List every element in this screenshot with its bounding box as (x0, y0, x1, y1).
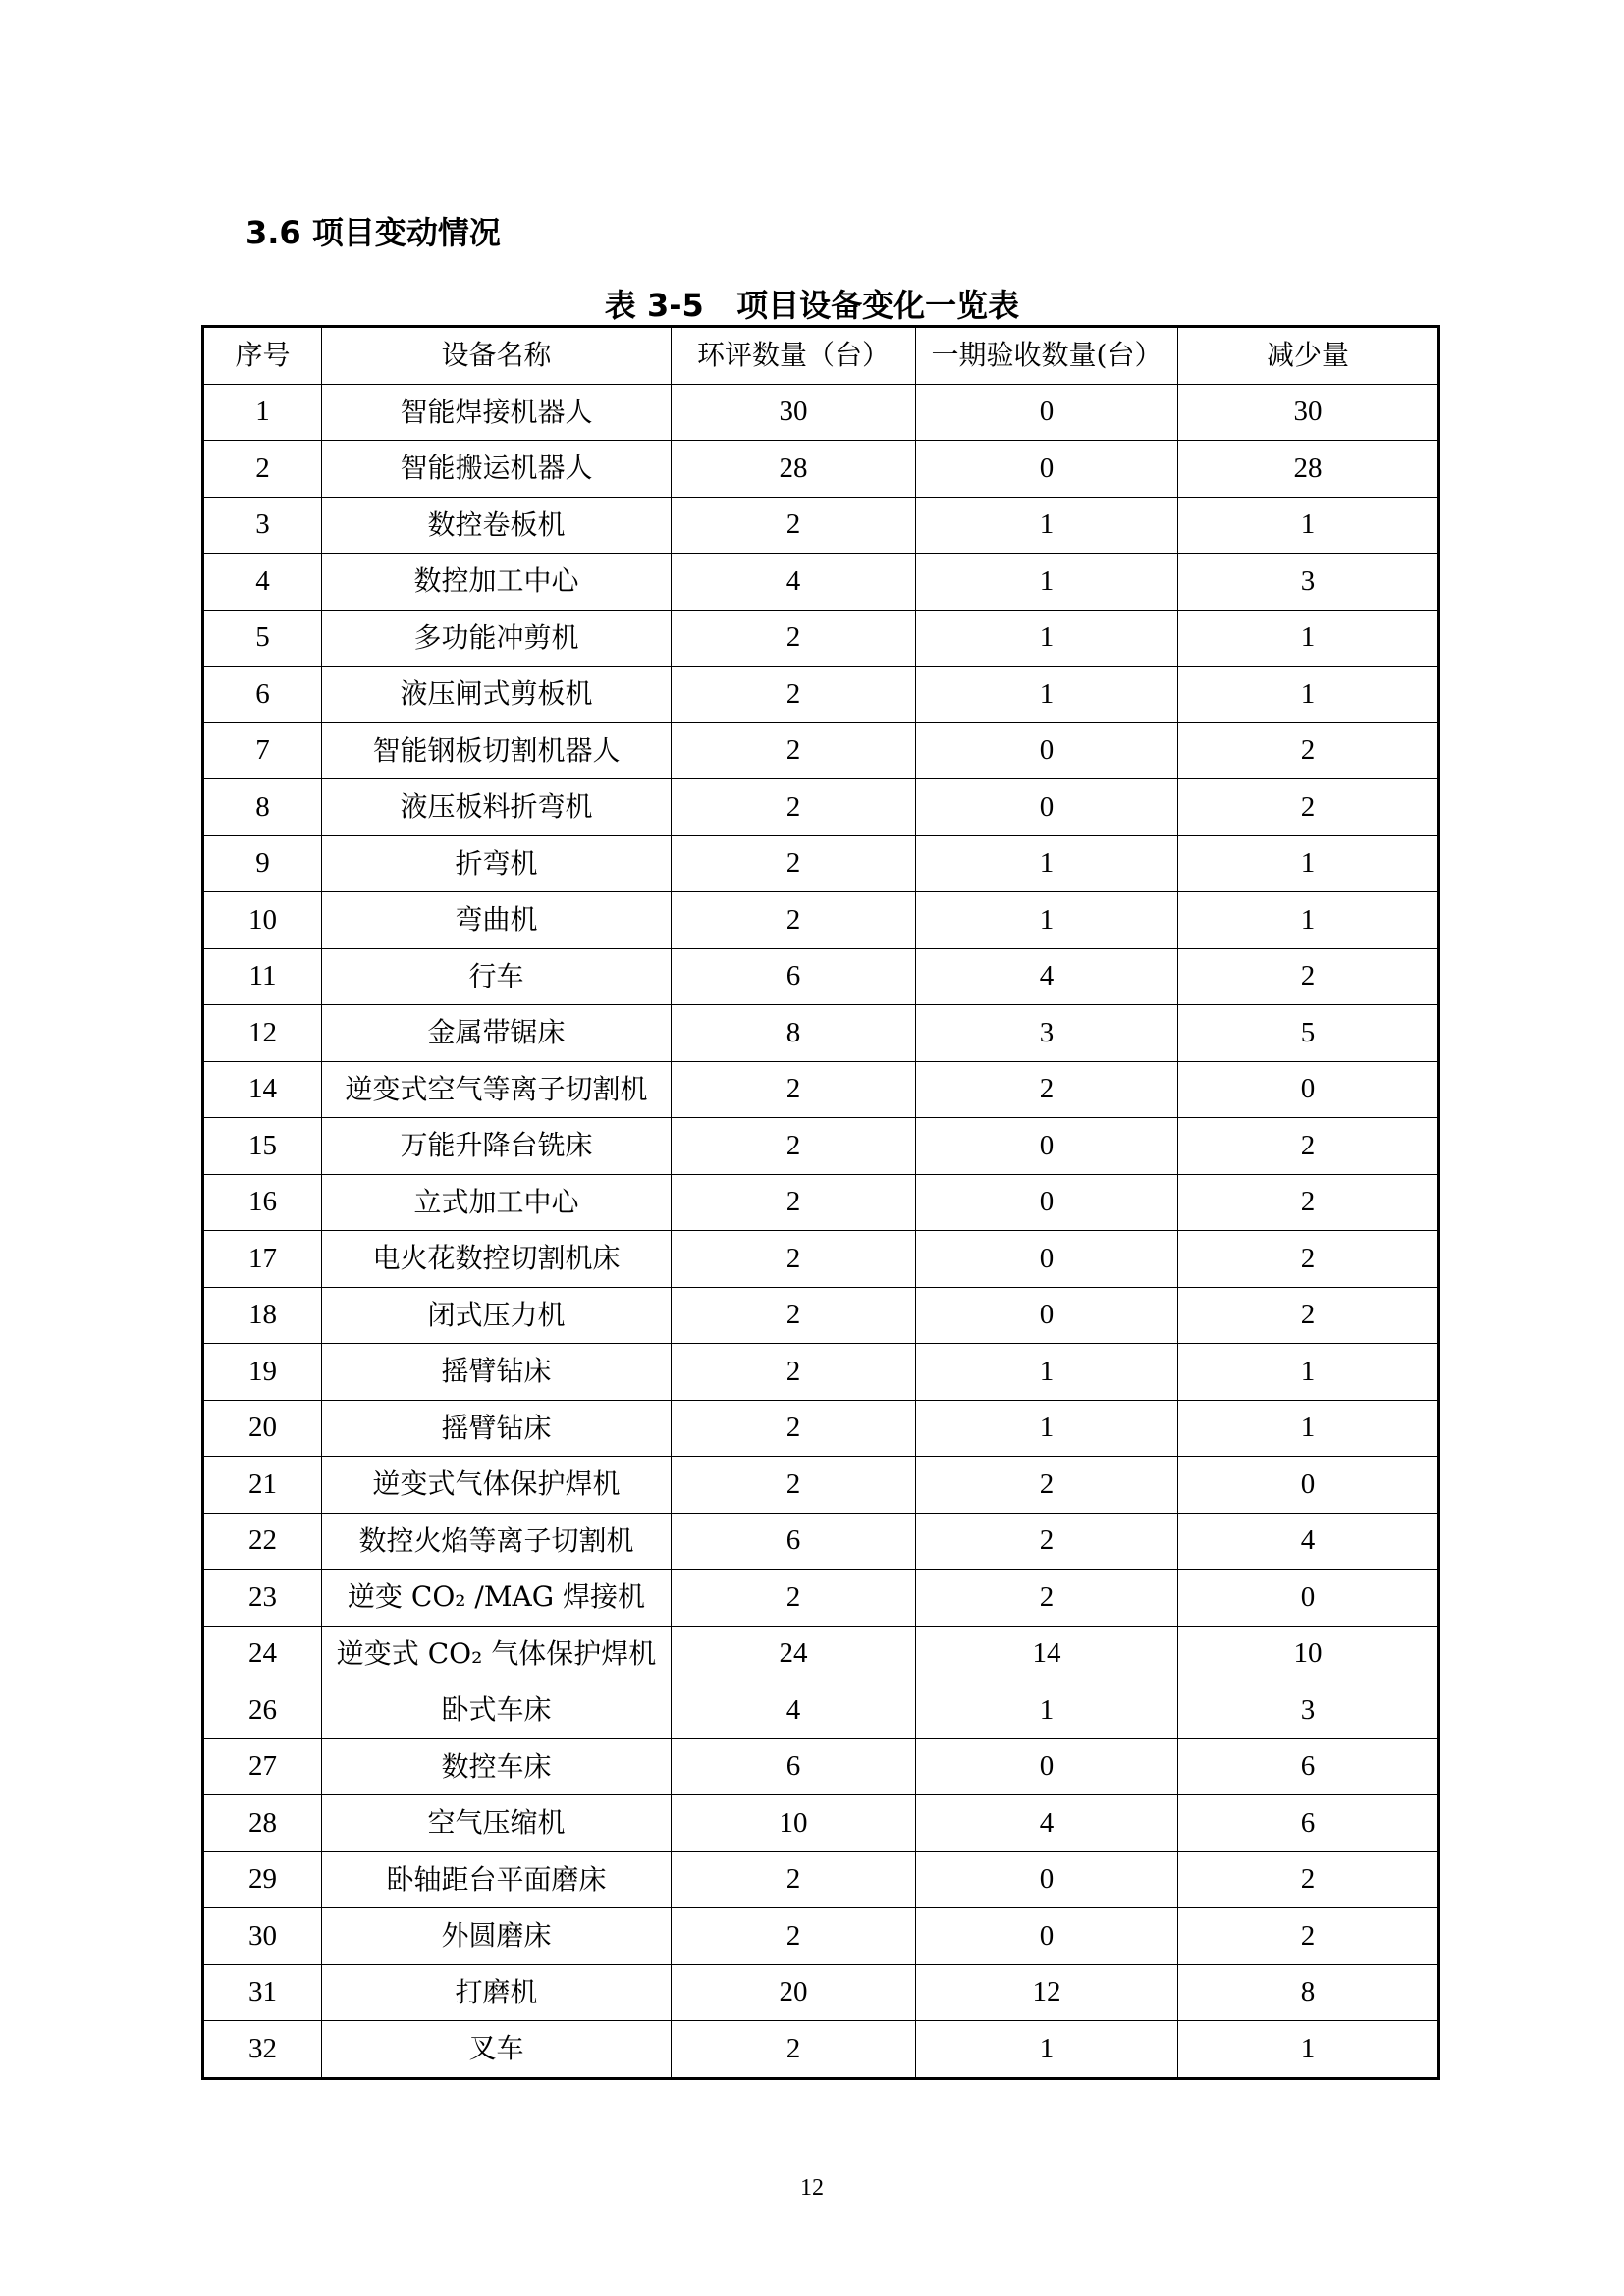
table-row (203, 1061, 1439, 1118)
cell-equipment-name: 智能钢板切割机器人 (322, 722, 672, 779)
table-row (203, 497, 1439, 554)
table-row (203, 1908, 1439, 1965)
cell-eia-quantity: 2 (672, 667, 916, 723)
cell-phase1-quantity: 2 (916, 1570, 1178, 1627)
cell-serial: 10 (203, 892, 322, 949)
cell-serial: 14 (203, 1061, 322, 1118)
cell-phase1-quantity: 0 (916, 441, 1178, 498)
cell-eia-quantity: 2 (672, 1344, 916, 1401)
cell-reduction: 6 (1178, 1738, 1439, 1795)
cell-equipment-name: 智能焊接机器人 (322, 384, 672, 441)
cell-serial: 24 (203, 1626, 322, 1682)
cell-serial: 17 (203, 1231, 322, 1288)
cell-serial: 7 (203, 722, 322, 779)
cell-serial: 6 (203, 667, 322, 723)
cell-phase1-quantity: 0 (916, 722, 1178, 779)
cell-phase1-quantity: 2 (916, 1457, 1178, 1514)
table-row (203, 1231, 1439, 1288)
cell-equipment-name: 逆变式气体保护焊机 (322, 1457, 672, 1514)
cell-phase1-quantity: 0 (916, 1287, 1178, 1344)
cell-serial: 12 (203, 1005, 322, 1062)
cell-equipment-name: 液压闸式剪板机 (322, 667, 672, 723)
cell-equipment-name: 逆变式空气等离子切割机 (322, 1061, 672, 1118)
table-header-row (203, 327, 1439, 385)
cell-reduction: 6 (1178, 1795, 1439, 1852)
header-phase1-quantity: 一期验收数量(台） (916, 327, 1178, 385)
cell-serial: 22 (203, 1513, 322, 1570)
cell-serial: 23 (203, 1570, 322, 1627)
cell-serial: 5 (203, 610, 322, 667)
cell-equipment-name: 逆变 CO₂ /MAG 焊接机 (322, 1570, 672, 1627)
cell-eia-quantity: 24 (672, 1626, 916, 1682)
table-row (203, 1964, 1439, 2021)
cell-phase1-quantity: 4 (916, 1795, 1178, 1852)
table-row (203, 722, 1439, 779)
cell-phase1-quantity: 14 (916, 1626, 1178, 1682)
cell-eia-quantity: 2 (672, 497, 916, 554)
cell-serial: 29 (203, 1851, 322, 1908)
cell-serial: 15 (203, 1118, 322, 1175)
cell-reduction: 2 (1178, 1174, 1439, 1231)
cell-equipment-name: 电火花数控切割机床 (322, 1231, 672, 1288)
cell-eia-quantity: 4 (672, 554, 916, 611)
cell-reduction: 2 (1178, 1231, 1439, 1288)
cell-eia-quantity: 2 (672, 2021, 916, 2079)
cell-reduction: 2 (1178, 1118, 1439, 1175)
cell-reduction: 1 (1178, 2021, 1439, 2079)
cell-eia-quantity: 28 (672, 441, 916, 498)
table-row (203, 1795, 1439, 1852)
cell-reduction: 1 (1178, 835, 1439, 892)
cell-equipment-name: 摇臂钻床 (322, 1344, 672, 1401)
cell-phase1-quantity: 1 (916, 554, 1178, 611)
cell-equipment-name: 卧式车床 (322, 1682, 672, 1739)
cell-phase1-quantity: 1 (916, 1400, 1178, 1457)
cell-serial: 27 (203, 1738, 322, 1795)
cell-reduction: 1 (1178, 1344, 1439, 1401)
cell-serial: 20 (203, 1400, 322, 1457)
cell-equipment-name: 行车 (322, 948, 672, 1005)
cell-equipment-name: 液压板料折弯机 (322, 779, 672, 836)
table-row (203, 1287, 1439, 1344)
table-row (203, 1682, 1439, 1739)
cell-reduction: 2 (1178, 722, 1439, 779)
cell-reduction: 0 (1178, 1457, 1439, 1514)
cell-reduction: 2 (1178, 948, 1439, 1005)
table-body (203, 384, 1439, 2078)
table-row (203, 1344, 1439, 1401)
cell-reduction: 3 (1178, 1682, 1439, 1739)
cell-eia-quantity: 2 (672, 1231, 916, 1288)
cell-eia-quantity: 4 (672, 1682, 916, 1739)
table-row (203, 1457, 1439, 1514)
header-eia-quantity: 环评数量（台） (672, 327, 916, 385)
cell-reduction: 5 (1178, 1005, 1439, 1062)
cell-phase1-quantity: 0 (916, 384, 1178, 441)
cell-reduction: 28 (1178, 441, 1439, 498)
cell-eia-quantity: 2 (672, 1118, 916, 1175)
cell-phase1-quantity: 3 (916, 1005, 1178, 1062)
cell-serial: 31 (203, 1964, 322, 2021)
cell-phase1-quantity: 0 (916, 1738, 1178, 1795)
cell-equipment-name: 闭式压力机 (322, 1287, 672, 1344)
cell-phase1-quantity: 1 (916, 892, 1178, 949)
table-row (203, 948, 1439, 1005)
cell-phase1-quantity: 0 (916, 1908, 1178, 1965)
table-row (203, 1626, 1439, 1682)
cell-eia-quantity: 2 (672, 1570, 916, 1627)
table-row (203, 610, 1439, 667)
cell-phase1-quantity: 1 (916, 835, 1178, 892)
cell-serial: 3 (203, 497, 322, 554)
cell-eia-quantity: 6 (672, 948, 916, 1005)
cell-eia-quantity: 2 (672, 1851, 916, 1908)
cell-equipment-name: 弯曲机 (322, 892, 672, 949)
cell-reduction: 1 (1178, 667, 1439, 723)
cell-reduction: 1 (1178, 892, 1439, 949)
cell-reduction: 30 (1178, 384, 1439, 441)
table-row (203, 835, 1439, 892)
cell-serial: 8 (203, 779, 322, 836)
cell-eia-quantity: 8 (672, 1005, 916, 1062)
cell-reduction: 1 (1178, 1400, 1439, 1457)
cell-eia-quantity: 2 (672, 1908, 916, 1965)
table-row (203, 554, 1439, 611)
cell-reduction: 3 (1178, 554, 1439, 611)
cell-eia-quantity: 6 (672, 1513, 916, 1570)
cell-equipment-name: 叉车 (322, 2021, 672, 2079)
table-row (203, 1851, 1439, 1908)
cell-phase1-quantity: 4 (916, 948, 1178, 1005)
cell-equipment-name: 数控火焰等离子切割机 (322, 1513, 672, 1570)
cell-reduction: 2 (1178, 779, 1439, 836)
cell-equipment-name: 逆变式 CO₂ 气体保护焊机 (322, 1626, 672, 1682)
cell-equipment-name: 智能搬运机器人 (322, 441, 672, 498)
cell-eia-quantity: 20 (672, 1964, 916, 2021)
page-number: 12 (800, 2175, 824, 2201)
table-row (203, 667, 1439, 723)
cell-eia-quantity: 6 (672, 1738, 916, 1795)
table-row (203, 1005, 1439, 1062)
cell-eia-quantity: 2 (672, 892, 916, 949)
cell-eia-quantity: 2 (672, 1400, 916, 1457)
cell-serial: 1 (203, 384, 322, 441)
cell-eia-quantity: 30 (672, 384, 916, 441)
cell-reduction: 2 (1178, 1908, 1439, 1965)
cell-equipment-name: 外圆磨床 (322, 1908, 672, 1965)
cell-equipment-name: 多功能冲剪机 (322, 610, 672, 667)
cell-serial: 18 (203, 1287, 322, 1344)
cell-serial: 28 (203, 1795, 322, 1852)
header-serial: 序号 (203, 327, 322, 385)
cell-phase1-quantity: 12 (916, 1964, 1178, 2021)
cell-eia-quantity: 2 (672, 722, 916, 779)
cell-equipment-name: 摇臂钻床 (322, 1400, 672, 1457)
cell-reduction: 0 (1178, 1570, 1439, 1627)
header-reduction: 减少量 (1178, 327, 1439, 385)
cell-serial: 11 (203, 948, 322, 1005)
cell-equipment-name: 万能升降台铣床 (322, 1118, 672, 1175)
cell-equipment-name: 空气压缩机 (322, 1795, 672, 1852)
cell-serial: 2 (203, 441, 322, 498)
table-row (203, 1400, 1439, 1457)
cell-serial: 16 (203, 1174, 322, 1231)
cell-reduction: 0 (1178, 1061, 1439, 1118)
cell-reduction: 1 (1178, 497, 1439, 554)
cell-phase1-quantity: 1 (916, 1344, 1178, 1401)
cell-eia-quantity: 2 (672, 1457, 916, 1514)
cell-equipment-name: 打磨机 (322, 1964, 672, 2021)
cell-phase1-quantity: 1 (916, 667, 1178, 723)
cell-serial: 21 (203, 1457, 322, 1514)
table-row (203, 1118, 1439, 1175)
cell-serial: 30 (203, 1908, 322, 1965)
equipment-change-table (201, 325, 1440, 2080)
cell-phase1-quantity: 0 (916, 1231, 1178, 1288)
table-row (203, 384, 1439, 441)
cell-reduction: 8 (1178, 1964, 1439, 2021)
table-caption: 表 3-5 项目设备变化一览表 (604, 287, 1020, 324)
table-row (203, 779, 1439, 836)
cell-phase1-quantity: 2 (916, 1513, 1178, 1570)
cell-equipment-name: 折弯机 (322, 835, 672, 892)
cell-equipment-name: 数控加工中心 (322, 554, 672, 611)
table-row (203, 1513, 1439, 1570)
header-equipment-name: 设备名称 (322, 327, 672, 385)
cell-reduction: 2 (1178, 1287, 1439, 1344)
cell-equipment-name: 立式加工中心 (322, 1174, 672, 1231)
cell-equipment-name: 数控车床 (322, 1738, 672, 1795)
cell-serial: 9 (203, 835, 322, 892)
cell-phase1-quantity: 1 (916, 2021, 1178, 2079)
cell-equipment-name: 金属带锯床 (322, 1005, 672, 1062)
cell-equipment-name: 数控卷板机 (322, 497, 672, 554)
cell-equipment-name: 卧轴距台平面磨床 (322, 1851, 672, 1908)
cell-reduction: 1 (1178, 610, 1439, 667)
cell-eia-quantity: 2 (672, 835, 916, 892)
cell-eia-quantity: 10 (672, 1795, 916, 1852)
table-row (203, 1738, 1439, 1795)
table-row (203, 1174, 1439, 1231)
cell-reduction: 2 (1178, 1851, 1439, 1908)
cell-phase1-quantity: 2 (916, 1061, 1178, 1118)
cell-eia-quantity: 2 (672, 779, 916, 836)
cell-eia-quantity: 2 (672, 610, 916, 667)
table-row (203, 1570, 1439, 1627)
cell-phase1-quantity: 0 (916, 779, 1178, 836)
cell-eia-quantity: 2 (672, 1287, 916, 1344)
table-row (203, 441, 1439, 498)
cell-eia-quantity: 2 (672, 1061, 916, 1118)
table-row (203, 892, 1439, 949)
cell-phase1-quantity: 1 (916, 1682, 1178, 1739)
cell-eia-quantity: 2 (672, 1174, 916, 1231)
cell-phase1-quantity: 0 (916, 1118, 1178, 1175)
cell-phase1-quantity: 0 (916, 1174, 1178, 1231)
table-row (203, 2021, 1439, 2079)
cell-reduction: 10 (1178, 1626, 1439, 1682)
cell-phase1-quantity: 1 (916, 497, 1178, 554)
cell-serial: 19 (203, 1344, 322, 1401)
cell-phase1-quantity: 0 (916, 1851, 1178, 1908)
cell-serial: 32 (203, 2021, 322, 2079)
cell-serial: 4 (203, 554, 322, 611)
cell-reduction: 4 (1178, 1513, 1439, 1570)
cell-phase1-quantity: 1 (916, 610, 1178, 667)
section-heading: 3.6 项目变动情况 (245, 214, 501, 251)
cell-serial: 26 (203, 1682, 322, 1739)
